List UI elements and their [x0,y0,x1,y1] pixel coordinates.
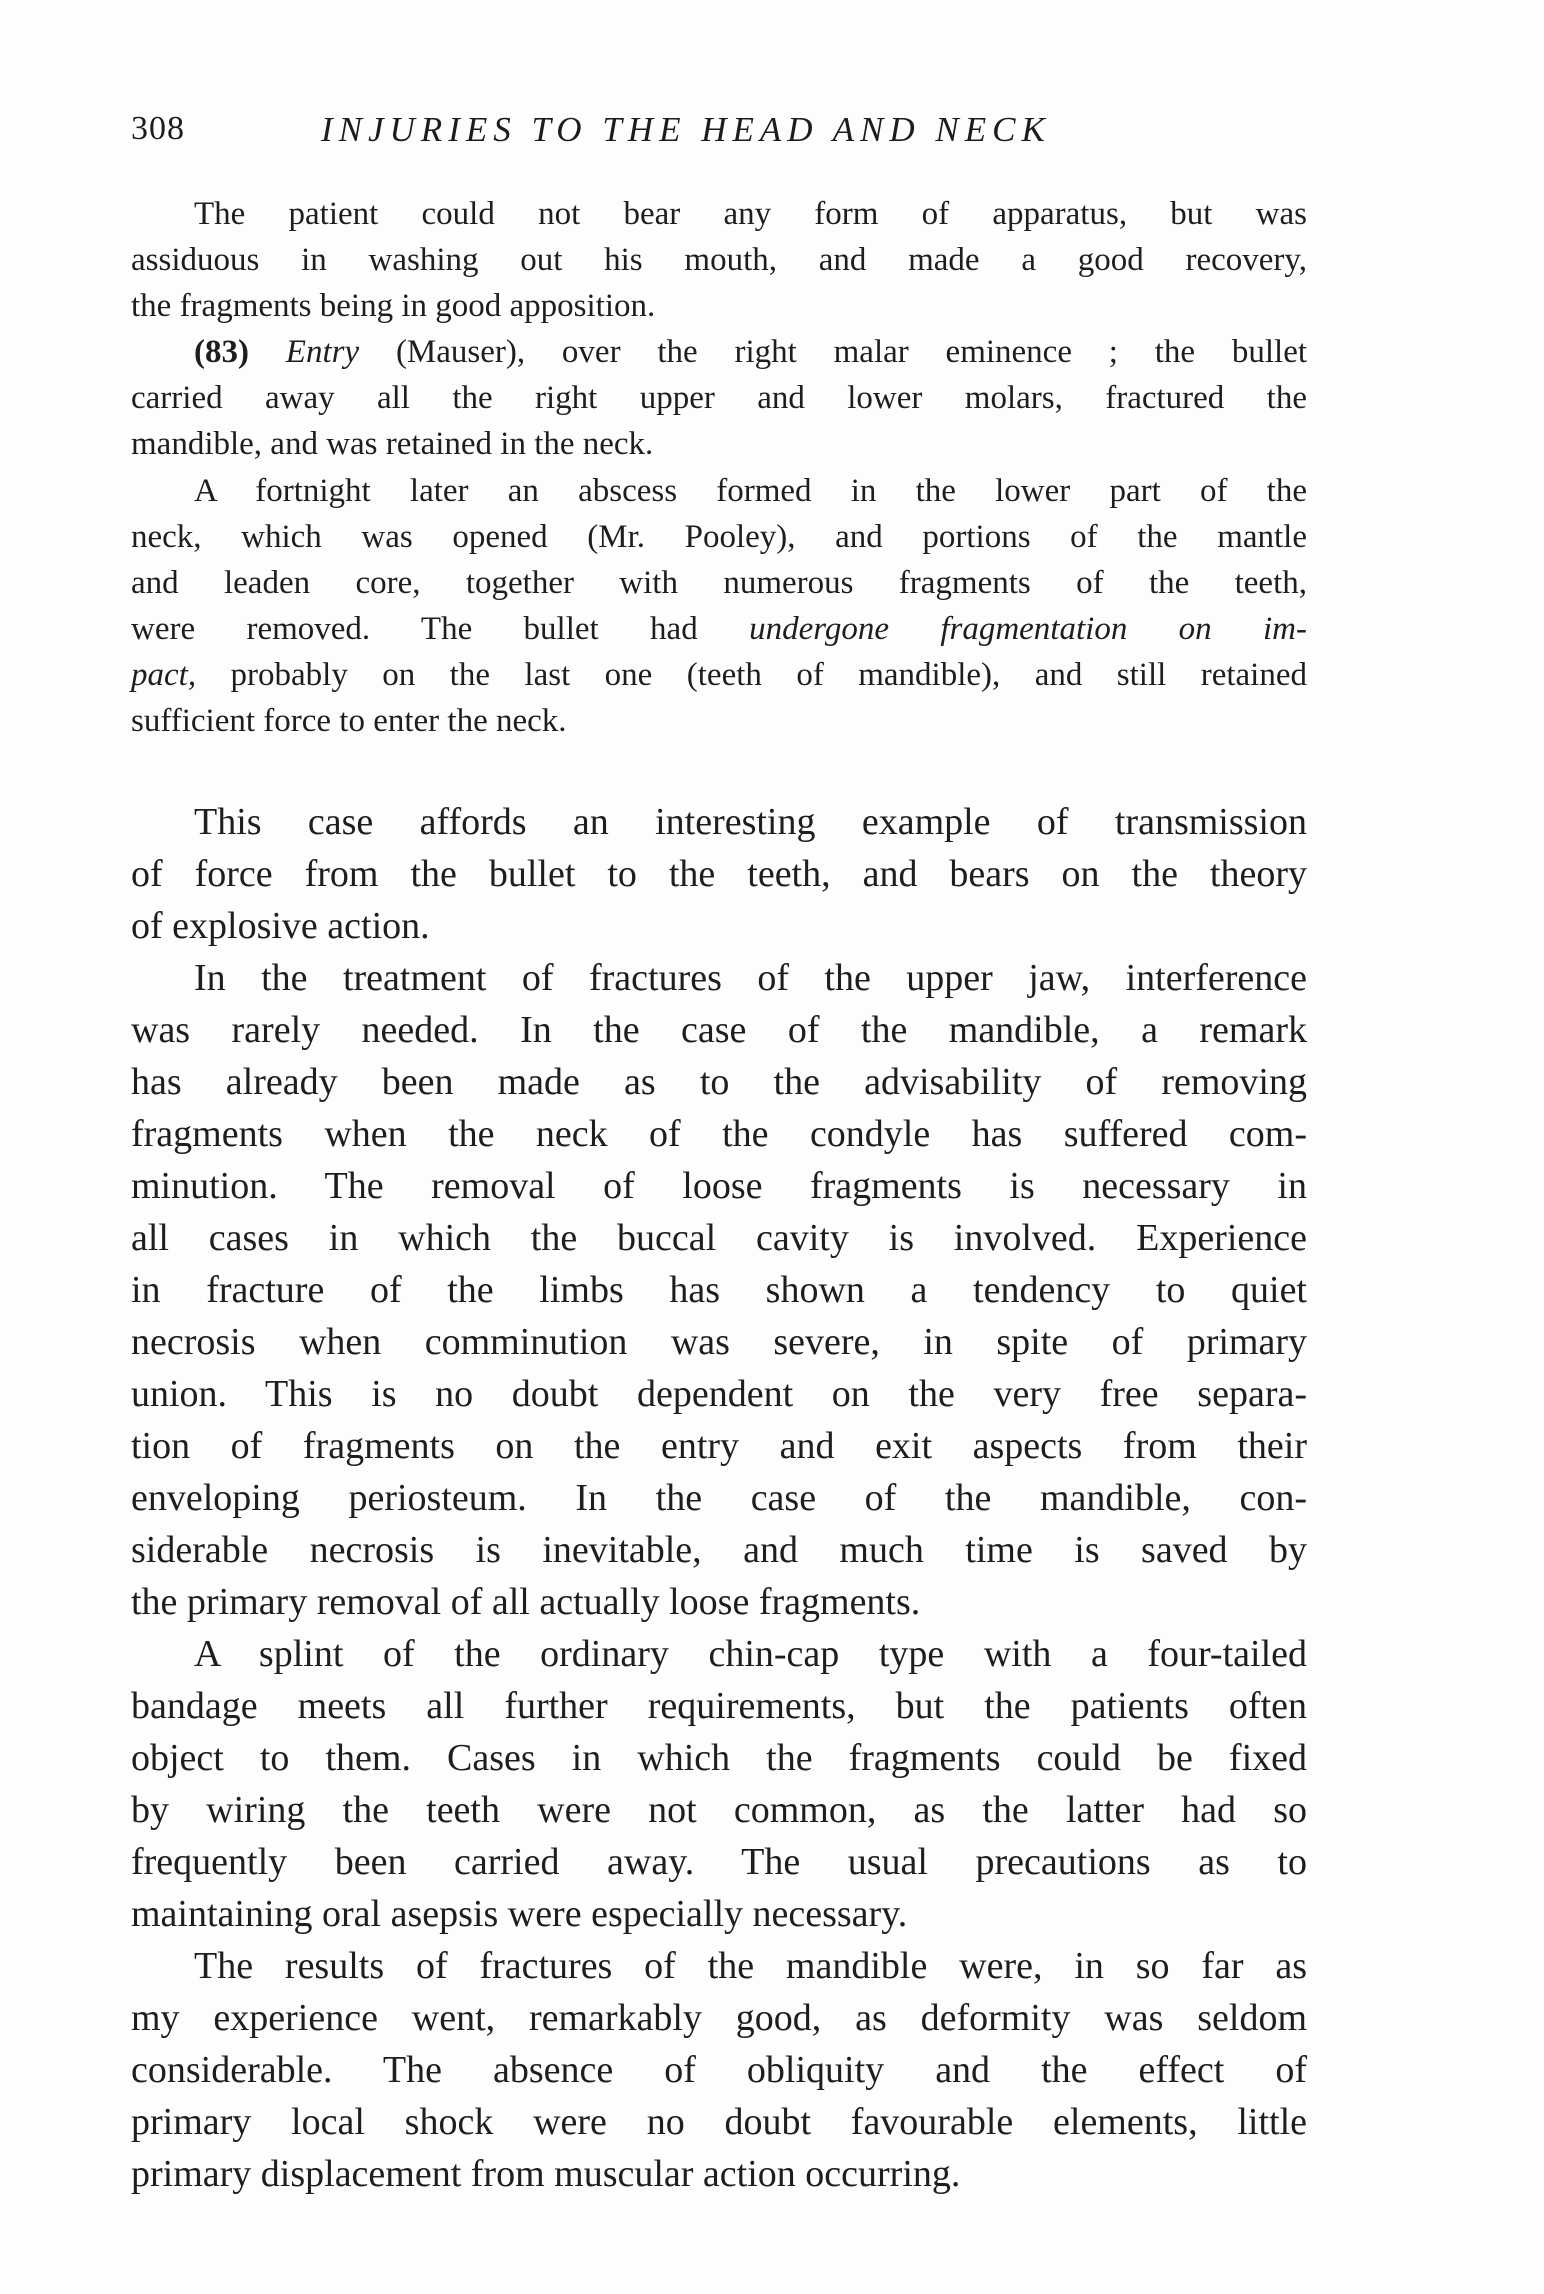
text-line: In the treatment of fractures of the upper jaw, interference [194,957,1307,999]
entry-word: Entry [285,334,360,370]
text-line: primary local shock were no doubt favourable elements, little [131,2101,1307,2143]
page-header [131,110,1311,160]
text-line: in fracture of the limbs has shown a tendency to quiet [131,1269,1307,1311]
text-line: by wiring the teeth were not common, as the latter had so [131,1789,1307,1831]
text-line: enveloping periosteum. In the case of the mandible, con- [131,1477,1307,1519]
text-line: mandible, and was retained in the neck. [131,426,654,462]
text-line: of force from the bullet to the teeth, and bears on the theory [131,853,1307,895]
text-line: has already been made as to the advisability of removing [131,1061,1307,1103]
text-line: of explosive action. [131,905,430,947]
text-line: bandage meets all further requirements, but the patients often [131,1685,1307,1727]
text-line: neck, which was opened (Mr. Pooley), and portions of the mantle [131,519,1307,555]
text-line: The patient could not bear any form of apparatus, but was [194,196,1307,232]
text-line: A splint of the ordinary chin-cap type with a four-tailed [194,1633,1307,1675]
text-line: necrosis when comminution was severe, in spite of primary [131,1321,1307,1363]
text-line: the primary removal of all actually loose fragments. [131,1581,921,1623]
text-line: fragments when the neck of the condyle has suffered com- [131,1113,1307,1155]
text-line: the fragments being in good apposition. [131,288,656,324]
text-line: frequently been carried away. The usual precautions as to [131,1841,1307,1883]
case-83-first-line: (83) Entry (Mauser), over the right malar eminence ; the bullet [194,334,1308,370]
case-number: (83) [194,334,249,370]
text-line: minution. The removal of loose fragments is necessary in [131,1165,1307,1207]
text-line: tion of fragments on the entry and exit aspects from their [131,1425,1307,1467]
text-line: and leaden core, together with numerous fragments of the teeth, [131,565,1307,601]
text-line: sufficient force to enter the neck. [131,703,567,739]
text-line: assiduous in washing out his mouth, and made a good recovery, [131,242,1307,278]
page-number: 308 [131,110,185,147]
text-line: pact, probably on the last one (teeth of mandible), and still retained [131,657,1307,693]
text-line: were removed. The bullet had undergone fragmentation on im- [131,611,1307,647]
text-line: my experience went, remarkably good, as deformity was seldom [131,1997,1307,2039]
running-title: INJURIES TO THE HEAD AND NECK [321,110,1051,149]
text-line: siderable necrosis is inevitable, and much time is saved by [131,1529,1307,1571]
text-line: considerable. The absence of obliquity and the effect of [131,2049,1307,2091]
text-line: was rarely needed. In the case of the mandible, a remark [131,1009,1307,1051]
text-line: object to them. Cases in which the fragments could be fixed [131,1737,1307,1779]
text-line: primary displacement from muscular action occurring. [131,2153,961,2195]
text-line: union. This is no doubt dependent on the very free separa- [131,1373,1307,1415]
text-line: A fortnight later an abscess formed in the lower part of the [194,473,1307,509]
text-line: The results of fractures of the mandible were, in so far as [194,1945,1307,1987]
text-line: carried away all the right upper and lower molars, fractured the [131,380,1307,416]
text-line: all cases in which the buccal cavity is involved. Experience [131,1217,1307,1259]
text-line: This case affords an interesting example of transmission [194,801,1307,843]
text-line: maintaining oral asepsis were especially necessary. [131,1893,908,1935]
